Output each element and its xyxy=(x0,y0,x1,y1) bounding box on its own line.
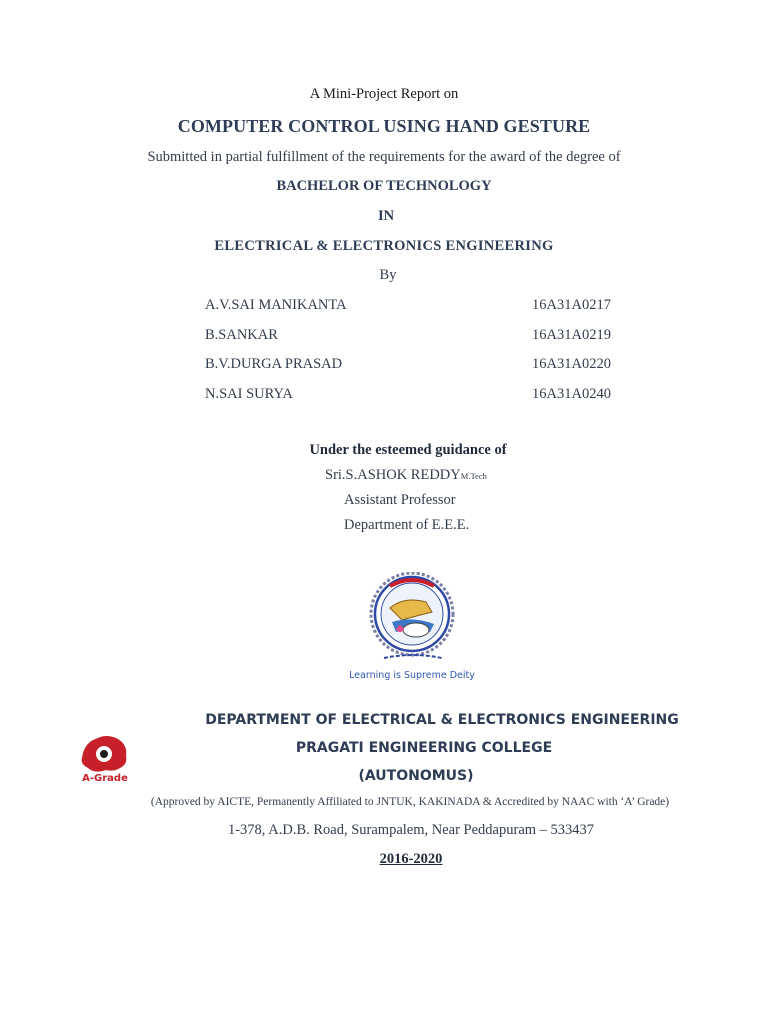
department-heading: DEPARTMENT OF ELECTRICAL & ELECTRONICS ENGINEERING xyxy=(205,712,679,728)
student-row xyxy=(0,386,768,406)
report-intro: A Mini-Project Report on xyxy=(309,86,459,102)
college-address: 1-378, A.D.B. Road, Surampalem, Near Peddapuram – 533437 xyxy=(227,822,595,838)
branch-name: ELECTRICAL & ELECTRONICS ENGINEERING xyxy=(214,238,554,254)
student-name: N.SAI SURYA xyxy=(205,386,293,402)
guide-department: Department of E.E.E. xyxy=(344,517,470,533)
student-roll: 16A31A0240 xyxy=(532,386,611,402)
student-name: B.V.DURGA PRASAD xyxy=(205,356,343,372)
guidance-heading: Under the esteemed guidance of xyxy=(309,442,507,458)
submission-statement: Submitted in partial fulfillment of the requirements for the award of the degree of xyxy=(147,149,621,165)
guide-name-text: Sri.S.ASHOK REDDY xyxy=(325,467,461,483)
emblem-swan xyxy=(403,623,429,637)
by-label: By xyxy=(379,267,397,283)
student-row xyxy=(0,356,768,376)
student-roll: 16A31A0217 xyxy=(532,297,611,313)
college-status: (AUTONOMUS) xyxy=(358,768,474,784)
agrade-label: A-Grade xyxy=(82,773,128,784)
student-roll: 16A31A0219 xyxy=(532,327,611,343)
student-roll: 16A31A0220 xyxy=(532,356,611,372)
batch-years: 2016-2020 xyxy=(379,851,443,867)
guide-qualification: M.Tech xyxy=(460,471,487,481)
student-row xyxy=(0,297,768,317)
degree-name: BACHELOR OF TECHNOLOGY xyxy=(276,178,492,194)
report-title: COMPUTER CONTROL USING HAND GESTURE xyxy=(177,116,591,136)
accreditation-note: (Approved by AICTE, Permanently Affiliated to JNTUK, KAKINADA & Accredited by NAAC with ‘A’ Grade) xyxy=(150,796,670,808)
guide-name xyxy=(325,467,487,484)
guide-designation: Assistant Professor xyxy=(344,492,456,508)
college-emblem-icon xyxy=(346,572,478,684)
student-name: A.V.SAI MANIKANTA xyxy=(205,297,347,313)
college-name: PRAGATI ENGINEERING COLLEGE xyxy=(295,740,553,756)
student-row xyxy=(0,327,768,347)
degree-in: IN xyxy=(377,208,395,224)
emblem-motto: Learning is Supreme Deity xyxy=(349,670,475,681)
student-name: B.SANKAR xyxy=(205,327,278,343)
